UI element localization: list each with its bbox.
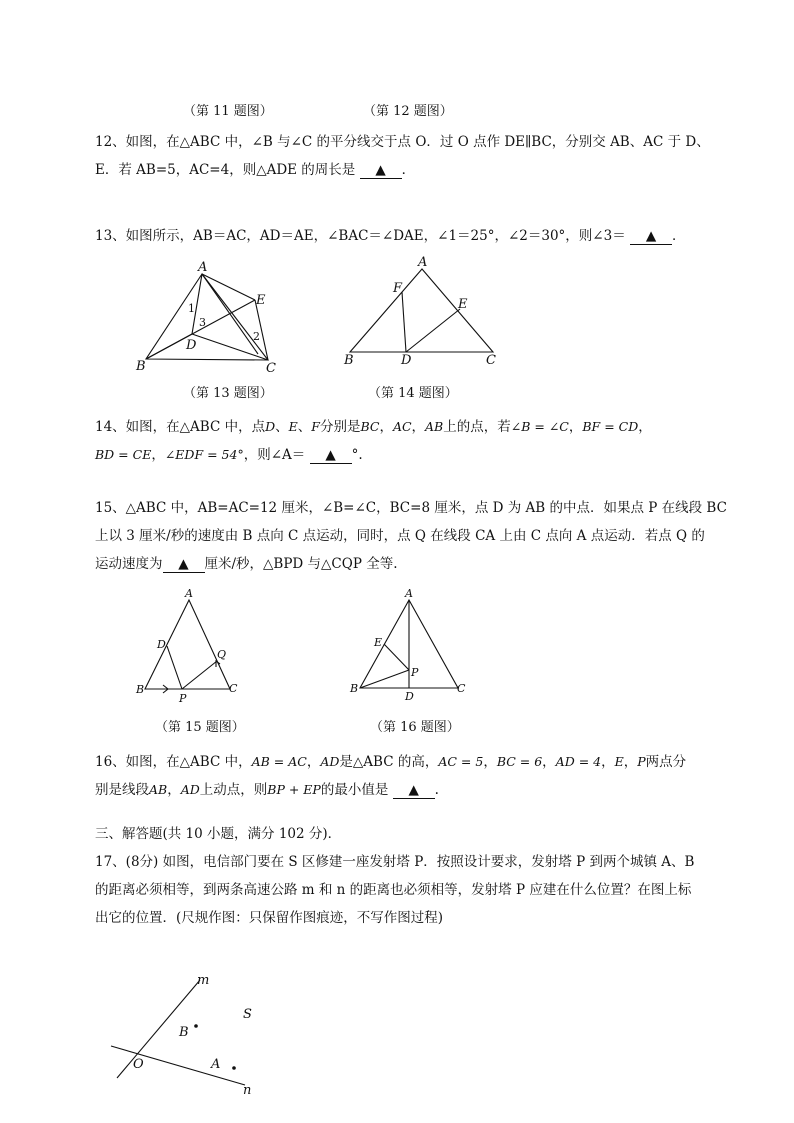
fig13-label-e: E [256, 293, 266, 308]
fig17-town-b [194, 1024, 198, 1028]
q16-text-c: 两点分 [645, 754, 687, 770]
fig12-caption: （第 12 题图） [363, 104, 453, 119]
fig14-line-de [406, 309, 460, 352]
q14-text-d: ，则∠A＝ [243, 447, 306, 463]
figure-13 [130, 262, 290, 377]
q14-comma4: ， [638, 419, 652, 435]
fig14-label-c: C [486, 353, 496, 368]
fig16-label-e: E [374, 636, 383, 649]
fig15-label-b: B [136, 683, 145, 696]
q16-segment-ab: AB [149, 782, 168, 797]
q16-comma3: ， [542, 754, 556, 770]
fig15-label-a: A [185, 587, 193, 600]
fig15-label-p: P [179, 692, 187, 705]
fig11-caption: （第 11 题图） [183, 104, 273, 119]
fig13-label-1: 1 [188, 302, 195, 315]
fig13-triangle-abc [146, 274, 268, 360]
fig17-label-s: S [243, 1007, 252, 1022]
fig16-line-ep [384, 644, 409, 670]
question-16 [95, 748, 705, 804]
fig15-label-d: D [157, 638, 166, 651]
q14-answer-blank[interactable]: ▲ [310, 447, 352, 464]
q16-point-e: E [614, 754, 624, 769]
q14-comma5: ， [151, 447, 165, 463]
q16-comma2: ， [483, 754, 497, 770]
q13-answer-blank[interactable]: ▲ [630, 228, 672, 245]
q17-line3: 出它的位置．(尺规作图：只保留作图痕迹，不写作图过程) [95, 910, 444, 926]
q17-line1: 17、(8分) 如图，电信部门要在 S 区修建一座发射塔 P．按照设计要求，发射塔 P 到两个城镇 A、B [95, 854, 695, 870]
q14-sep2: 、 [297, 419, 312, 435]
fig13-caption: （第 13 题图） [183, 386, 273, 401]
q13-text: 13、如图所示，AB＝AC，AD＝AE，∠BAC＝∠DAE，∠1＝25°，∠2＝30°，则∠3＝ [95, 228, 626, 244]
q14-comma1: ， [379, 419, 393, 435]
q14-point-e: E [288, 419, 298, 434]
fig14-caption: （第 14 题图） [368, 386, 458, 401]
q16-end: . [434, 782, 439, 798]
q14-point-d: D [265, 419, 276, 434]
question-12 [95, 128, 710, 184]
q16-comma6: ， [167, 782, 181, 798]
fig17-town-a [232, 1066, 236, 1070]
q16-comma1: ， [306, 754, 321, 770]
q16-expression: BP + EP [267, 782, 321, 797]
q14-segment-ab: AB [425, 419, 444, 434]
figure-16 [346, 588, 476, 703]
fig15-label-q: Q [217, 648, 227, 661]
q14-condition-angles: ∠B = ∠C [510, 419, 569, 434]
fig14-label-f: F [393, 281, 403, 296]
q16-text-b: 是△ABC 的高， [339, 754, 439, 770]
fig17-label-a: A [211, 1057, 221, 1072]
q14-line1 [95, 413, 705, 441]
fig16-label-a: A [405, 587, 413, 600]
fig14-label-b: B [344, 353, 354, 368]
fig13-label-b: B [136, 359, 146, 374]
fig16-caption: （第 16 题图） [370, 720, 460, 735]
fig13-line-ae [202, 274, 255, 300]
q16-text-e: 上动点，则 [199, 782, 268, 798]
q16-condition-ac: AC = 5 [438, 754, 484, 769]
q15-line3-end: 厘米/秒，△BPD 与△CQP 全等. [204, 556, 398, 572]
fig15-label-c: C [229, 682, 238, 695]
fig13-label-2: 2 [253, 330, 260, 343]
q16-line1 [95, 748, 705, 776]
q16-point-p: P [637, 754, 646, 769]
fig17-road-n [111, 1046, 245, 1085]
q16-segment-ad-2: AD [180, 782, 200, 797]
q14-condition-bf-cd: BF = CD [582, 419, 639, 434]
q14-text-a: 14、如图，在△ABC 中，点 [95, 419, 266, 435]
q15-line3-text: 运动速度为 [95, 556, 163, 572]
q16-text-d: 别是线段 [95, 782, 149, 798]
fig15-line-dp [167, 646, 182, 689]
fig16-label-c: C [457, 682, 466, 695]
fig13-line-ac-diag [202, 274, 258, 354]
fig16-label-b: B [350, 682, 359, 695]
fig16-line-bp [360, 670, 409, 688]
q16-line2 [95, 776, 705, 804]
q16-text-f: 的最小值是 [320, 782, 389, 798]
q12-line2 [95, 156, 705, 184]
fig14-label-e: E [458, 297, 468, 312]
fig13-label-a: A [198, 260, 208, 275]
q12-line2-end: ． [401, 162, 416, 178]
fig13-label-d: D [186, 338, 197, 353]
q12-line2-text: E．若 AB=5，AC=4，则△ADE 的周长是 [95, 162, 356, 178]
figure-14 [338, 254, 508, 374]
question-15 [95, 494, 727, 578]
q14-point-f: F [311, 419, 320, 434]
q14-segment-ac: AC [392, 419, 412, 434]
question-13 [95, 222, 705, 250]
q16-comma5: ， [623, 754, 638, 770]
question-17 [95, 848, 705, 932]
q16-segment-ad: AD [320, 754, 340, 769]
question-14 [95, 413, 705, 469]
fig16-label-d: D [405, 690, 414, 703]
q14-condition-bd-ce: BD = CE [95, 447, 152, 462]
fig17-label-b: B [179, 1025, 189, 1040]
q14-text-c: 上的点，若 [443, 419, 511, 435]
q13-end: ． [672, 228, 686, 244]
q12-line1: 12、如图，在△ABC 中，∠B 与∠C 的平分线交于点 O．过 O 点作 DE∥BC，分别交 AB、AC 于 D、 [95, 134, 710, 150]
q16-text-a: 16、如图，在△ABC 中， [95, 754, 252, 770]
fig14-label-a: A [418, 255, 428, 270]
q15-line3 [95, 550, 705, 578]
fig13-label-3: 3 [199, 316, 206, 329]
q16-condition-ad: AD = 4 [555, 754, 602, 769]
q16-condition-ab-ac: AB = AC [251, 754, 307, 769]
q14-condition-edf: ∠EDF = 54° [164, 447, 244, 462]
figure-17 [105, 970, 275, 1100]
q14-comma2: ， [411, 419, 426, 435]
q14-text-b: 分别是 [319, 419, 361, 435]
figure-15 [130, 588, 250, 703]
q15-line1: 15、△ABC 中，AB=AC=12 厘米，∠B=∠C，BC=8 厘米，点 D 为 AB 的中点．如果点 P 在线段 BC [95, 500, 727, 516]
fig15-line-pq [182, 661, 217, 689]
section-3-heading: 三、解答题(共 10 小题，满分 102 分)． [95, 826, 342, 842]
q15-line2: 上以 3 厘米/秒的速度由 B 点向 C 点运动，同时，点 Q 在线段 CA 上由 C 点向 A 点运动．若点 Q 的 [95, 528, 705, 544]
q17-line2: 的距离必须相等，到两条高速公路 m 和 n 的距离也必须相等，发射塔 P 应建在什么位置？在图上标 [95, 882, 692, 898]
fig14-line-fd [402, 292, 406, 352]
fig14-label-d: D [401, 353, 412, 368]
q16-comma4: ， [601, 754, 615, 770]
q14-line2 [95, 441, 705, 469]
fig17-label-m: m [197, 973, 210, 988]
fig17-label-o: O [133, 1057, 144, 1072]
q16-answer-blank[interactable]: ▲ [393, 782, 435, 799]
q14-sep1: 、 [275, 419, 289, 435]
fig13-label-c: C [266, 361, 276, 376]
q14-end: °. [351, 447, 363, 463]
fig16-label-p: P [411, 666, 419, 679]
q16-condition-bc: BC = 6 [496, 754, 543, 769]
q12-answer-blank[interactable]: ▲ [360, 162, 402, 179]
q15-answer-blank[interactable]: ▲ [163, 556, 205, 573]
fig15-caption: （第 15 题图） [155, 720, 245, 735]
q14-segment-bc: BC [360, 419, 380, 434]
q14-comma3: ， [568, 419, 583, 435]
fig17-label-n: n [243, 1083, 252, 1098]
